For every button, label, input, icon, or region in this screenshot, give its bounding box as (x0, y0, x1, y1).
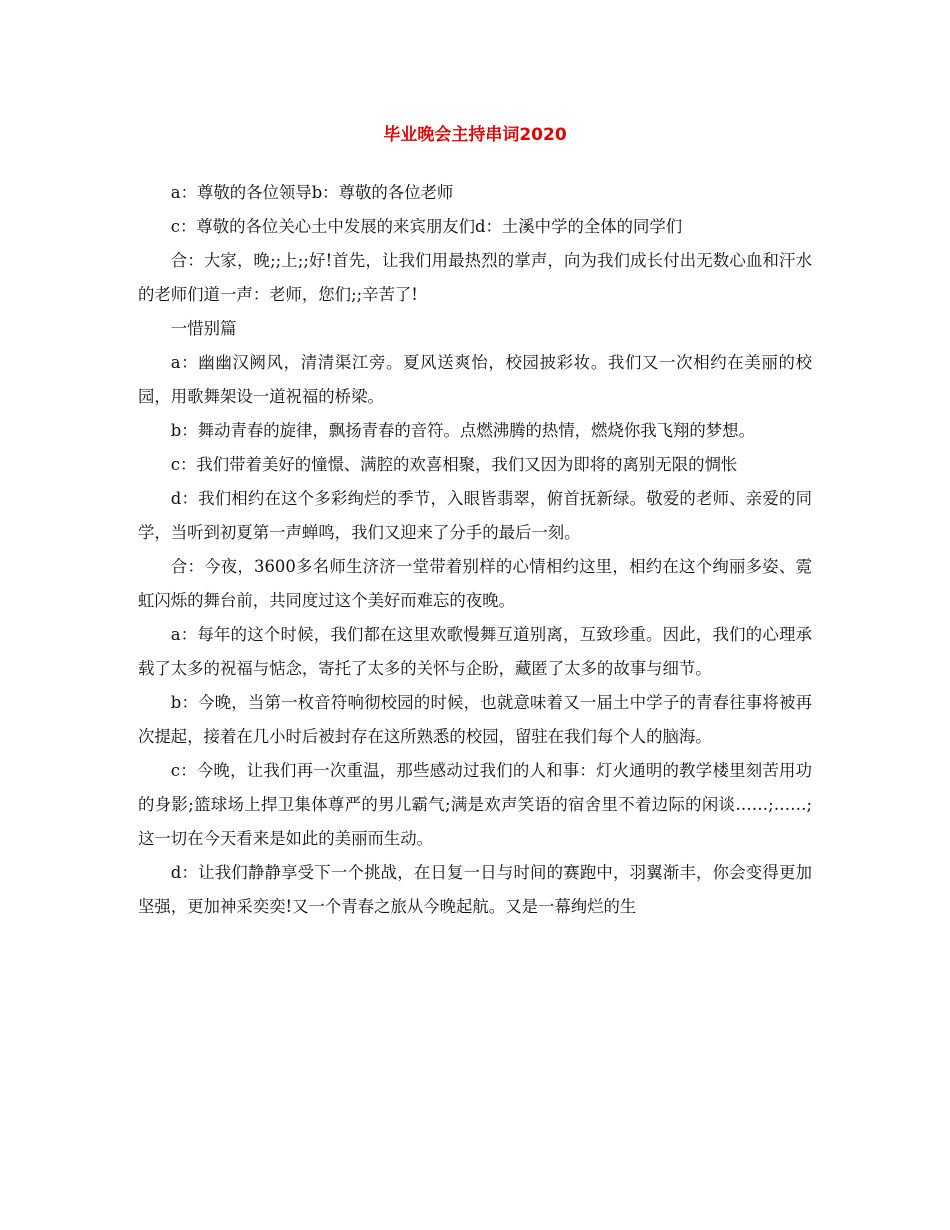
paragraph-a-2: a：每年的这个时候，我们都在这里欢歌慢舞互道别离，互致珍重。因此，我们的心理承载了太多的祝福与惦念，寄托了太多的关怀与企盼，藏匿了太多的故事与细节。 (138, 625, 812, 678)
paragraph-b-2: b：今晚，当第一枚音符响彻校园的时候，也就意味着又一届土中学子的青春往事将被再次提起，接着在几小时后被封存在这所熟悉的校园，留驻在我们每个人的脑海。 (138, 693, 812, 746)
section-heading-farewell: 一惜别篇 (170, 319, 237, 338)
document-body (138, 176, 812, 924)
paragraph-b-1: b：舞动青春的旋律，飘扬青春的音符。点燃沸腾的热情，燃烧你我飞翔的梦想。 (170, 421, 755, 440)
paragraph-c-1: c：我们带着美好的憧憬、满腔的欢喜相聚，我们又因为即将的离别无限的惆怅 (170, 455, 738, 474)
paragraph-d-1: d：我们相约在这个多彩绚烂的季节，入眼皆翡翠，俯首抚新绿。敬爱的老师、亲爱的同学，当听到初夏第一声蝉鸣，我们又迎来了分手的最后一刻。 (138, 489, 812, 542)
paragraph-d-2: d：让我们静静享受下一个挑战，在日复一日与时间的赛跑中，羽翼渐丰，你会变得更加坚强，更加神采奕奕!又一个青春之旅从今晚起航。又是一幕绚烂的生 (138, 863, 812, 916)
document-title: 毕业晚会主持串词2020 (383, 125, 567, 145)
paragraph-all-1: 合：今夜，3600多名师生济济一堂带着别样的心情相约这里，相约在这个绚丽多姿、霓虹闪烁的舞台前，共同度过这个美好而难忘的夜晚。 (138, 557, 812, 610)
paragraph-a-1: a：幽幽汉阙风，清清渠江旁。夏风送爽怡，校园披彩妆。我们又一次相约在美丽的校园，用歌舞架设一道祝福的桥梁。 (138, 353, 812, 406)
paragraph-c-2: c：今晚，让我们再一次重温，那些感动过我们的人和事：灯火通明的教学楼里刻苦用功的身影;篮球场上捍卫集体尊严的男儿霸气;满是欢声笑语的宿舍里不着边际的闲谈……;……;这一切在今天看来是如此的美丽而生动。 (138, 761, 812, 848)
paragraph-greeting-cd: c：尊敬的各位关心土中发展的来宾朋友们d：土溪中学的全体的同学们 (170, 217, 683, 236)
paragraph-greeting-all: 合：大家，晚;;上;;好!首先，让我们用最热烈的掌声，向为我们成长付出无数心血和汗水的老师们道一声：老师，您们;;辛苦了! (138, 251, 812, 304)
paragraph-greeting-ab: a：尊敬的各位领导b：尊敬的各位老师 (170, 183, 454, 202)
